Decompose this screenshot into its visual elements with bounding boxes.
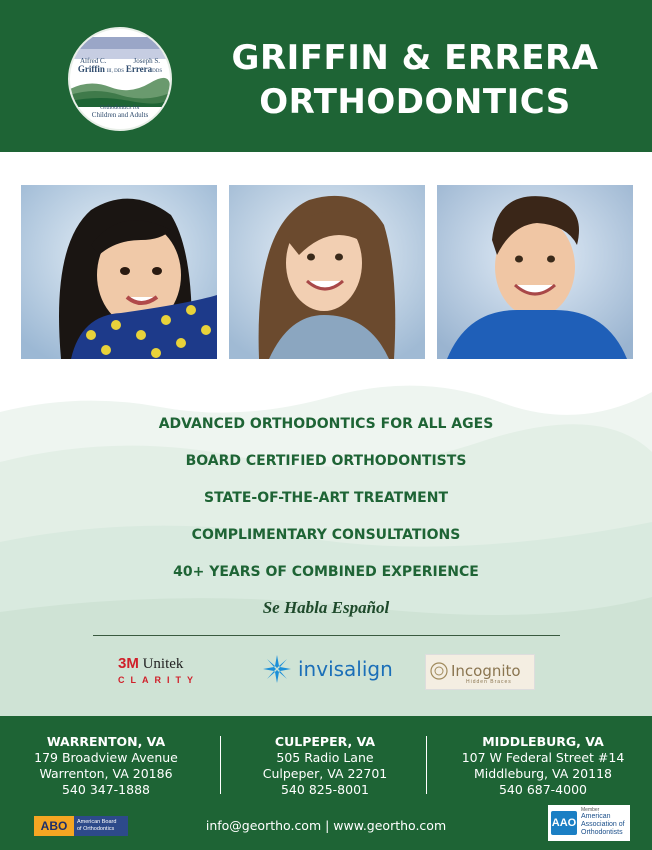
practice-logo [68,27,172,131]
footer [0,716,652,850]
benefit-item: STATE-OF-THE-ART TREATMENT [203,490,448,506]
spanish-spoken-note: Se Habla Español [262,598,390,617]
patient-photo-girl-1 [21,185,217,359]
office-culpeper: CULPEPER, VA 505 Radio Lane Culpeper, VA 22701 540 825-8001 [262,734,388,797]
unitek-clarity-logo: 3M Unitek CLARITY [118,655,199,685]
aao-member-badge: Member AAO American Association of Orthodontists [548,805,630,841]
invisalign-star-icon [262,654,292,684]
divider [93,635,560,636]
benefit-item: 40+ YEARS OF COMBINED EXPERIENCE [173,564,479,580]
logo-tagline: Orthodontics for Children and Adults [91,105,149,119]
benefit-item: COMPLIMENTARY CONSULTATIONS [191,527,461,543]
abo-badge: ABO American Board of Orthodontics [34,816,128,836]
contact-info[interactable]: info@geortho.com | www.geortho.com [205,818,447,833]
benefit-item: ADVANCED ORTHODONTICS FOR ALL AGES [158,416,494,432]
logo-doctor-names: Alfred C. Joseph S. Griffin III, DDS ErreraDDS [77,57,163,74]
office-middleburg: MIDDLEBURG, VA 107 W Federal Street #14 Middleburg, VA 20118 540 687-4000 [461,734,625,797]
logo-hills-icon [70,77,170,107]
benefit-item: BOARD CERTIFIED ORTHODONTISTS [185,453,467,469]
incognito-logo: Incognito Hidden Braces [425,654,535,690]
header-banner [0,0,652,152]
office-warrenton: WARRENTON, VA 179 Broadview Avenue Warrenton, VA 20186 540 347-1888 [34,734,178,797]
incognito-badge-icon [430,662,448,680]
page-title: GRIFFIN & ERRERA ORTHODONTICS [231,38,599,122]
invisalign-logo: invisalign [262,654,402,684]
patient-photo-boy [437,185,633,359]
footer-separator [220,736,221,794]
patient-photo-girl-2 [229,185,425,359]
footer-separator [426,736,427,794]
